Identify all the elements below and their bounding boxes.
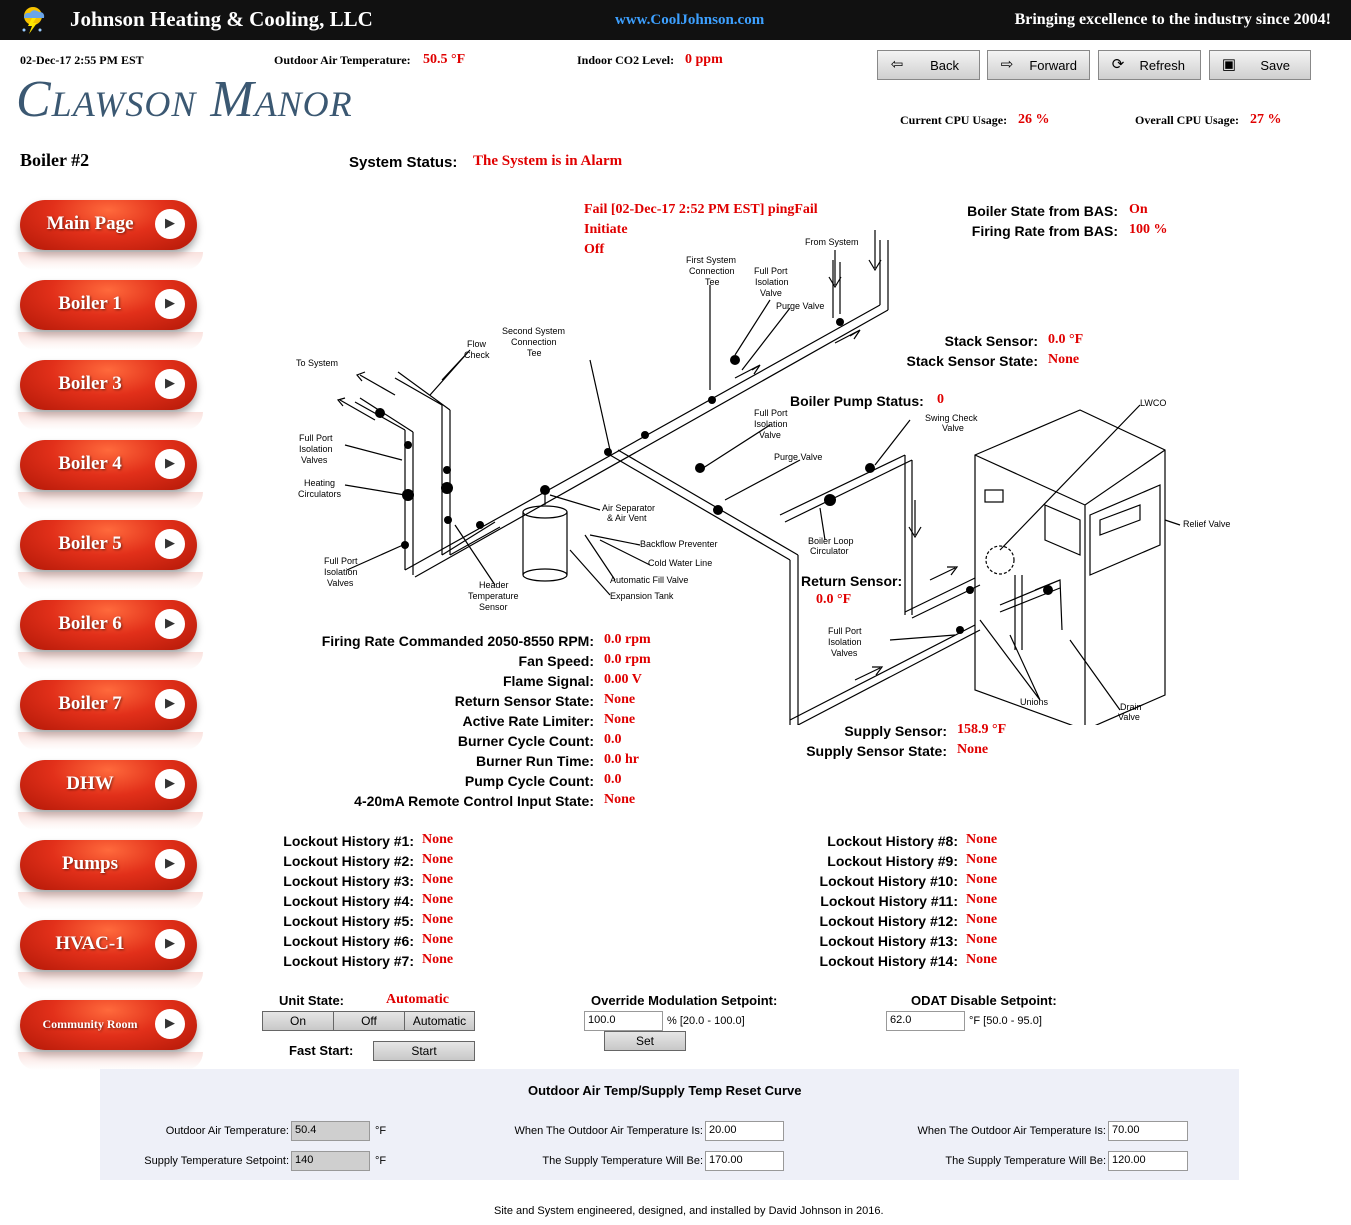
- lockout-label: Lockout History #5:: [283, 913, 414, 929]
- diagram-label: Purge Valve: [776, 301, 825, 311]
- diagram-label: To System: [296, 358, 339, 368]
- diagram-label: Boiler Loop: [808, 536, 854, 546]
- diagram-label: Isolation: [754, 419, 788, 429]
- firing-rate-bas-label: Firing Rate from BAS:: [971, 223, 1118, 239]
- reading-label: 4-20mA Remote Control Input State:: [354, 793, 594, 809]
- diagram-label: Drain: [1120, 702, 1142, 712]
- button-reflection: [18, 572, 203, 590]
- lockout-value: None: [422, 872, 454, 887]
- back-label: Back: [930, 58, 959, 73]
- diagram-label: Valves: [301, 455, 328, 465]
- override-range: % [20.0 - 100.0]: [667, 1015, 745, 1027]
- boiler-piping-diagram: [285, 225, 1245, 725]
- lockout-value: None: [966, 932, 998, 947]
- diagram-label: Unions: [1020, 697, 1049, 707]
- curve-oat-field: 50.4: [291, 1121, 370, 1141]
- diagram-label: Cold Water Line: [648, 558, 713, 568]
- lockout-label: Lockout History #7:: [283, 953, 414, 969]
- override-label: Override Modulation Setpoint:: [591, 993, 778, 1008]
- company-name: Johnson Heating & Cooling, LLC: [70, 7, 373, 31]
- button-reflection: [18, 732, 203, 750]
- button-reflection: [18, 652, 203, 670]
- diagram-label: Connection: [689, 266, 735, 276]
- lockout-label: Lockout History #3:: [283, 873, 414, 889]
- footer-credit: Site and System engineered, designed, and installed by David Johnson in 2016.: [494, 1205, 884, 1217]
- reading-label: Active Rate Limiter:: [462, 713, 594, 729]
- reading-value: 0.00 V: [604, 672, 642, 687]
- back-button[interactable]: [877, 50, 980, 80]
- page-title: Boiler #2: [20, 150, 90, 170]
- reading-label: Pump Cycle Count:: [464, 773, 594, 789]
- button-reflection: [18, 332, 203, 350]
- diagram-label: Temperature: [468, 591, 519, 601]
- reading-value: None: [604, 712, 636, 727]
- lockout-value: None: [422, 952, 454, 967]
- lockout-value: None: [422, 832, 454, 847]
- curve-oat-label: Outdoor Air Temperature:: [165, 1125, 289, 1137]
- diagram-label: Valves: [831, 648, 858, 658]
- button-reflection: [18, 812, 203, 830]
- unit-state-on-button[interactable]: On: [262, 1011, 334, 1031]
- curve-will2-input[interactable]: 120.00: [1108, 1151, 1188, 1171]
- curve-when2-label: When The Outdoor Air Temperature Is:: [917, 1125, 1106, 1137]
- floppy-disk-icon: ▣: [1221, 56, 1237, 73]
- button-reflection: [18, 1052, 203, 1070]
- boiler-state-bas-label: Boiler State from BAS:: [967, 203, 1118, 219]
- arrow-left-icon: ⇦: [890, 56, 904, 73]
- save-button[interactable]: [1209, 50, 1311, 80]
- reading-value: 0.0 rpm: [604, 652, 651, 667]
- refresh-icon: ⟳: [1111, 56, 1125, 73]
- lockout-label: Lockout History #4:: [283, 893, 414, 909]
- return-sensor-value: 0.0 °F: [816, 592, 852, 607]
- chevron-right-icon: ▶: [155, 529, 185, 559]
- diagram-label: Valve: [1118, 712, 1140, 722]
- lockout-label: Lockout History #1:: [283, 833, 414, 849]
- unit-state-value: Automatic: [386, 992, 449, 1007]
- diagram-label: Air Separator: [602, 503, 656, 513]
- chevron-right-icon: ▶: [155, 849, 185, 879]
- button-reflection: [18, 972, 203, 990]
- supply-sensor-state-value: None: [957, 742, 989, 757]
- stack-sensor-state-label: Stack Sensor State:: [906, 353, 1038, 369]
- nav-label: Main Page: [46, 213, 134, 234]
- lockout-value: None: [422, 912, 454, 927]
- boiler-pump-status-label: Boiler Pump Status:: [790, 393, 924, 409]
- reading-label: Return Sensor State:: [454, 693, 594, 709]
- lockout-value: None: [966, 832, 998, 847]
- curve-oat-unit: °F: [375, 1125, 387, 1137]
- lockout-value: None: [422, 852, 454, 867]
- reading-label: Burner Cycle Count:: [457, 733, 594, 749]
- reset-curve-title: Outdoor Air Temp/Supply Temp Reset Curve: [528, 1083, 802, 1098]
- supply-sensor-label: Supply Sensor:: [844, 723, 947, 739]
- nav-label: DHW: [66, 773, 114, 794]
- site-title: Clawson Manor: [16, 71, 353, 128]
- chevron-right-icon: ▶: [155, 929, 185, 959]
- curve-when2-input[interactable]: 70.00: [1108, 1121, 1188, 1141]
- diagram-label: Sensor: [479, 602, 508, 612]
- diagram-label: Swing Check: [925, 413, 978, 423]
- lockout-label: Lockout History #12:: [819, 913, 958, 929]
- chevron-right-icon: ▶: [155, 289, 185, 319]
- top-header-bar: [0, 0, 1351, 40]
- nav-label: HVAC-1: [55, 933, 125, 954]
- diagram-label: Valves: [327, 578, 354, 588]
- diagram-label: Valve: [760, 288, 782, 298]
- diagram-label: Relief Valve: [1183, 519, 1231, 529]
- nav-boiler-5[interactable]: [20, 520, 197, 570]
- stack-sensor-state-value: None: [1048, 352, 1080, 367]
- nav-boiler-4[interactable]: [20, 440, 197, 490]
- modbus-value: Fail [02-Dec-17 2:52 PM EST] pingFail: [584, 202, 818, 217]
- lockout-value: None: [966, 872, 998, 887]
- diagram-label: Header: [479, 580, 509, 590]
- diagram-label: Full Port: [754, 408, 788, 418]
- diagram-label: & Air Vent: [607, 513, 647, 523]
- firing-rate-bas-value: 100 %: [1129, 222, 1168, 237]
- diagram-label: Full Port: [324, 556, 358, 566]
- unit-state-off-button[interactable]: Off: [333, 1011, 405, 1031]
- curve-when1-label: When The Outdoor Air Temperature Is:: [514, 1125, 703, 1137]
- supply-sensor-value: 158.9 °F: [957, 722, 1007, 737]
- diagram-label: First System: [686, 255, 737, 265]
- lockout-value: None: [966, 892, 998, 907]
- diagram-label: From System: [805, 237, 859, 247]
- chevron-right-icon: ▶: [155, 609, 185, 639]
- odat-input[interactable]: 62.0: [886, 1011, 965, 1031]
- reading-value: None: [604, 692, 636, 707]
- chevron-right-icon: ▶: [155, 209, 185, 239]
- curve-will1-input[interactable]: 170.00: [705, 1151, 784, 1171]
- nav-boiler-6[interactable]: [20, 600, 197, 650]
- diagram-label: Backflow Preventer: [640, 539, 718, 549]
- outdoor-temp-label: Outdoor Air Temperature:: [274, 53, 411, 67]
- reading-label: Burner Run Time:: [476, 753, 594, 769]
- lockout-label: Lockout History #9:: [827, 853, 958, 869]
- fast-start-button[interactable]: Start: [373, 1041, 475, 1061]
- diagram-label: Second System: [502, 326, 566, 336]
- lockout-label: Lockout History #13:: [819, 933, 958, 949]
- diagram-label: Isolation: [828, 637, 862, 647]
- nav-label: Boiler 6: [58, 613, 122, 634]
- diagram-label: Expansion Tank: [610, 591, 674, 601]
- boiler-state-bas-value: On: [1129, 202, 1148, 217]
- co2-label: Indoor CO2 Level:: [577, 53, 675, 67]
- lockout-label: Lockout History #10:: [819, 873, 958, 889]
- curve-sts-field: 140: [291, 1151, 370, 1171]
- weather-logo-icon: [18, 4, 48, 36]
- refresh-label: Refresh: [1139, 58, 1185, 73]
- datetime: 02-Dec-17 2:55 PM EST: [20, 53, 144, 67]
- diagram-label: Circulators: [298, 489, 342, 499]
- chevron-right-icon: ▶: [155, 1009, 185, 1039]
- reading-label: Flame Signal:: [502, 673, 594, 689]
- unit-state-automatic-button[interactable]: Automatic: [404, 1011, 475, 1031]
- ch-heat-demand-value: Off: [584, 242, 605, 257]
- diagram-label: Purge Valve: [774, 452, 823, 462]
- diagram-label: Circulator: [810, 546, 849, 556]
- curve-sts-label: Supply Temperature Setpoint:: [144, 1155, 289, 1167]
- odat-range: °F [50.0 - 95.0]: [969, 1015, 1042, 1027]
- nav-community-room[interactable]: [20, 1000, 197, 1050]
- return-sensor-label: Return Sensor:: [801, 573, 903, 589]
- diagram-label: Isolation: [755, 277, 789, 287]
- nav-pumps[interactable]: [20, 840, 197, 890]
- diagram-label: Flow: [467, 339, 487, 349]
- nav-label: Boiler 5: [58, 533, 122, 554]
- save-label: Save: [1260, 58, 1290, 73]
- reading-value: 0.0 rpm: [604, 632, 651, 647]
- lockout-value: None: [966, 852, 998, 867]
- forward-label: Forward: [1029, 58, 1077, 73]
- diagram-label: Isolation: [299, 444, 333, 454]
- reading-value: 0.0: [604, 772, 622, 787]
- cpu-current-label: Current CPU Usage:: [900, 113, 1008, 127]
- nav-boiler-7[interactable]: [20, 680, 197, 730]
- lockout-value: None: [422, 892, 454, 907]
- diagram-label: Full Port: [299, 433, 333, 443]
- button-reflection: [18, 252, 203, 270]
- system-status-label: System Status:: [349, 154, 458, 171]
- nav-label: Boiler 1: [58, 293, 122, 314]
- diagram-label: Heating: [304, 478, 336, 488]
- diagram-label: Valve: [759, 430, 781, 440]
- chevron-right-icon: ▶: [155, 689, 185, 719]
- nav-label: Boiler 7: [58, 693, 122, 714]
- diagram-label: Tee: [705, 277, 720, 287]
- diagram-label: Valve: [942, 423, 964, 433]
- diagram-label: Tee: [527, 348, 542, 358]
- diagram-label: Full Port: [828, 626, 862, 636]
- curve-sts-unit: °F: [375, 1155, 387, 1167]
- curve-will2-label: The Supply Temperature Will Be:: [945, 1155, 1106, 1167]
- reading-value: 0.0 hr: [604, 752, 639, 767]
- supply-sensor-state-label: Supply Sensor State:: [806, 743, 947, 759]
- nav-label: Boiler 4: [58, 453, 122, 474]
- lockout-label: Lockout History #14:: [819, 953, 958, 969]
- unit-state-label: Unit State:: [279, 993, 344, 1008]
- boiler-pump-status-value: 0: [937, 392, 944, 407]
- reading-value: 0.0: [604, 732, 622, 747]
- refresh-button[interactable]: [1098, 50, 1201, 80]
- system-status-value: The System is in Alarm: [473, 153, 623, 169]
- nav-boiler-1[interactable]: [20, 280, 197, 330]
- button-reflection: [18, 492, 203, 510]
- reading-value: None: [604, 792, 636, 807]
- stack-sensor-value: 0.0 °F: [1048, 332, 1084, 347]
- lockout-value: None: [422, 932, 454, 947]
- arrow-right-icon: ⇨: [1000, 56, 1014, 73]
- reading-label: Fan Speed:: [518, 653, 594, 669]
- curve-will1-label: The Supply Temperature Will Be:: [542, 1155, 703, 1167]
- diagram-label: Isolation: [324, 567, 358, 577]
- nav-label: Pumps: [62, 853, 118, 874]
- button-reflection: [18, 412, 203, 430]
- website-link[interactable]: www.CoolJohnson.com: [615, 12, 765, 28]
- set-button[interactable]: Set: [604, 1031, 686, 1051]
- lockout-label: Lockout History #2:: [283, 853, 414, 869]
- burner-control-value: Initiate: [584, 222, 628, 237]
- lockout-label: Lockout History #11:: [820, 893, 958, 909]
- lockout-label: Lockout History #6:: [283, 933, 414, 949]
- nav-hvac-1[interactable]: [20, 920, 197, 970]
- diagram-label: Full Port: [754, 266, 788, 276]
- lockout-value: None: [966, 952, 998, 967]
- diagram-label: Check: [464, 350, 490, 360]
- nav-main-page[interactable]: [20, 200, 197, 250]
- co2-value: 0 ppm: [685, 52, 723, 67]
- chevron-right-icon: ▶: [155, 449, 185, 479]
- chevron-right-icon: ▶: [155, 769, 185, 799]
- diagram-label: Automatic Fill Valve: [610, 575, 689, 585]
- button-reflection: [18, 892, 203, 910]
- cpu-current-value: 26 %: [1018, 112, 1050, 127]
- curve-when1-input[interactable]: 20.00: [705, 1121, 784, 1141]
- odat-label: ODAT Disable Setpoint:: [911, 993, 1057, 1008]
- outdoor-temp-value: 50.5 °F: [423, 52, 466, 67]
- nav-dhw[interactable]: [20, 760, 197, 810]
- nav-label: Boiler 3: [58, 373, 122, 394]
- nav-label: Community Room: [42, 1017, 138, 1031]
- cpu-overall-value: 27 %: [1250, 112, 1282, 127]
- fast-start-label: Fast Start:: [289, 1043, 354, 1058]
- override-input[interactable]: 100.0: [584, 1011, 663, 1031]
- chevron-right-icon: ▶: [155, 369, 185, 399]
- diagram-label: Connection: [511, 337, 557, 347]
- diagram-label: LWCO: [1140, 398, 1167, 408]
- cpu-overall-label: Overall CPU Usage:: [1135, 113, 1239, 127]
- lockout-label: Lockout History #8:: [827, 833, 958, 849]
- forward-button[interactable]: [987, 50, 1090, 80]
- lockout-value: None: [966, 912, 998, 927]
- stack-sensor-label: Stack Sensor:: [944, 333, 1038, 349]
- reading-label: Firing Rate Commanded 2050-8550 RPM:: [321, 633, 594, 649]
- slogan: Bringing excellence to the industry since 2004!: [1014, 11, 1331, 28]
- nav-boiler-3[interactable]: [20, 360, 197, 410]
